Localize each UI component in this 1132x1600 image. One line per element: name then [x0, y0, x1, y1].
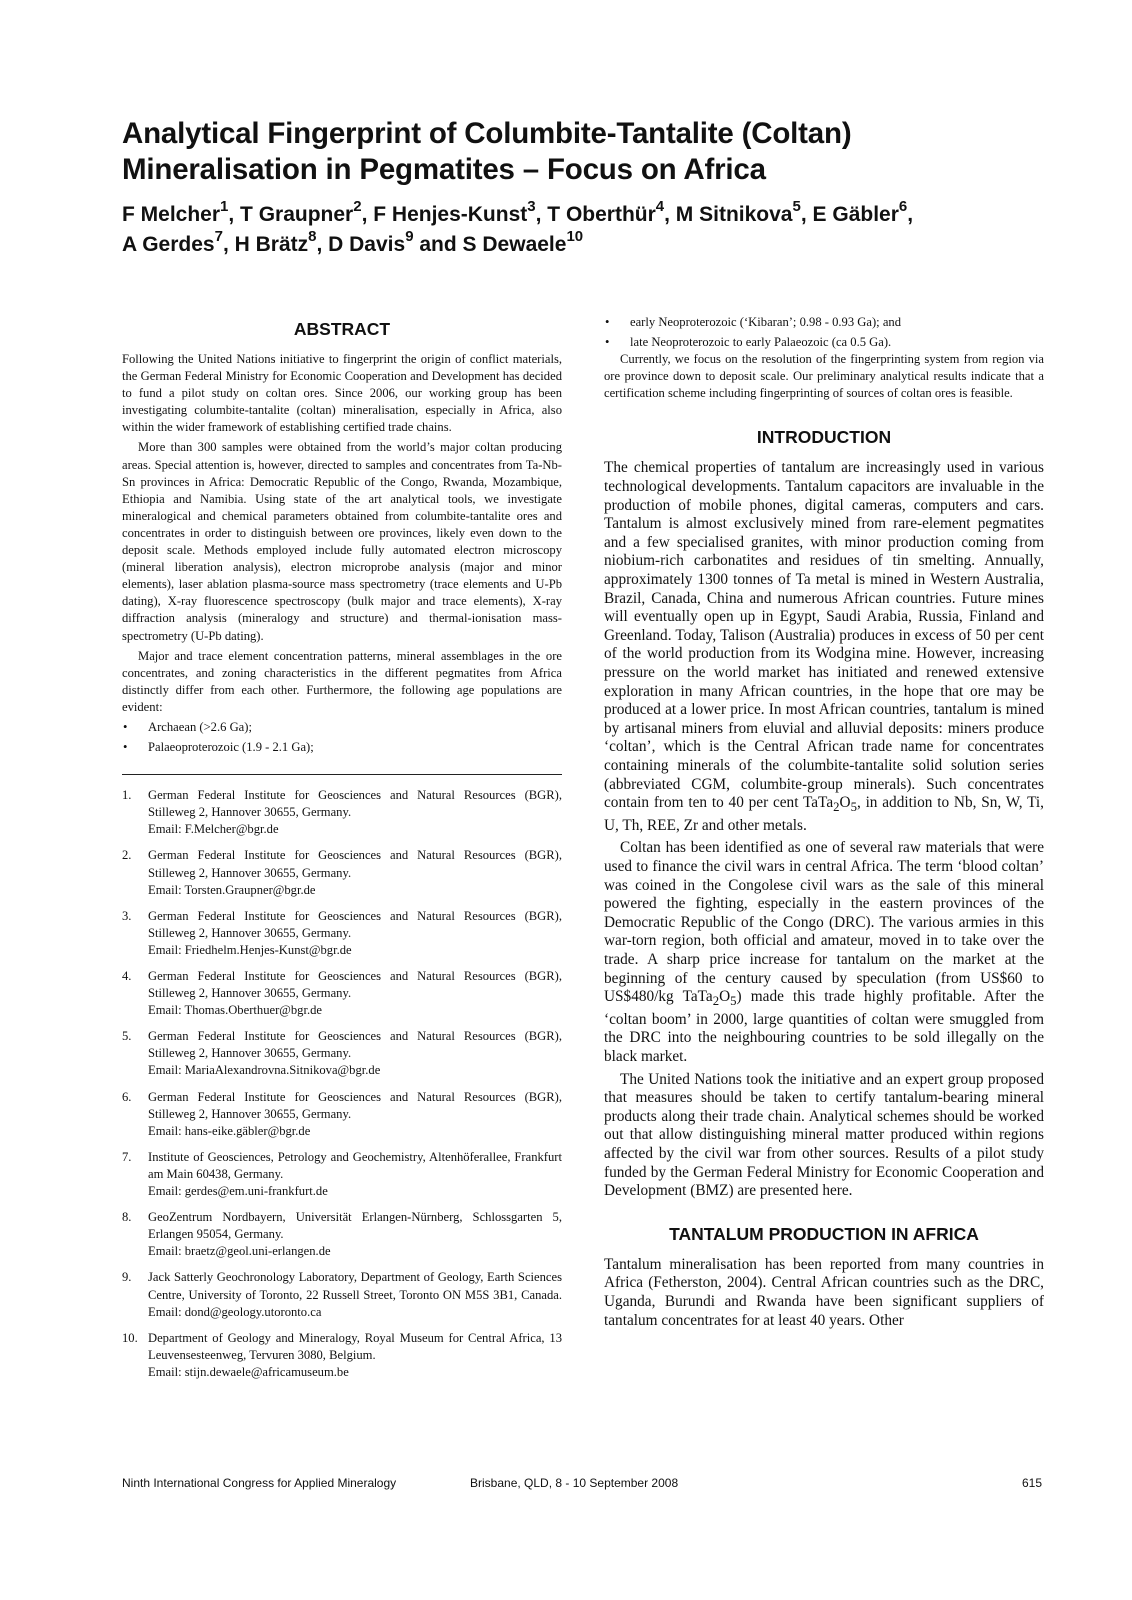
footnote-text: Email: Torsten.Graupner@bgr.de [148, 882, 316, 897]
author-name: T Oberthür [547, 203, 656, 226]
author-name: E Gäbler [812, 203, 899, 226]
affiliation-marker: 10 [566, 228, 584, 245]
author-separator: , [907, 203, 914, 226]
introduction-paragraph-3: The United Nations took the initiative and an expert group proposed that measures should be taken to certify tantalum-bearing mineral products along their trade chain. Analytical schemes should be worked out that allow distinguishing mineral matter produced within regions affected by the civil war from other sources. Results of a pilot study funded by the German Federal Ministry for Economic Cooperation and Development (BMZ) are presented here. [604, 1070, 1044, 1200]
footnote-item [122, 1330, 562, 1381]
formula-subscript: 5 [730, 994, 737, 1009]
introduction-paragraph-2 [604, 839, 1044, 1066]
abstract-paragraph-2: More than 300 samples were obtained from the world’s major coltan producing areas. Special attention is, however, directed to samples and concentrates from Ta-Nb-Sn provinces in Africa: Democratic Republic of the Congo, Rwanda, Mozambique, Ethiopia and Namibia. Using state of the art analytical tools, we investigate mineralogical and chemical parameters obtained from columbite-tantalite ores and concentrates in order to distinguish between ore provinces, likely even down to the deposit scale. Methods employed include fully automated electron microscopy (mineral liberation analysis), electron microprobe analysis (major and minor elements), laser ablation plasma-source mass spectrometry (trace elements and U-Pb dating), X-ray fluorescence spectroscopy (bulk major and trace elements), X-ray diffraction analysis (mineralogy and structure) and thermal-ionisation mass-spectrometry (U-Pb dating). [122, 440, 562, 643]
footer-location-date: Brisbane, QLD, 8 - 10 September 2008 [470, 1476, 679, 1490]
footnote-text: German Federal Institute for Geosciences and Natural Resources (BGR), Stilleweg 2, Hannover 30655, Germany. [148, 1089, 562, 1121]
age-list-item-text: Archaean (>2.6 Ga); [148, 719, 252, 734]
age-list-item [122, 739, 562, 756]
footnote-number: 4. [122, 969, 132, 983]
author-name: F Melcher [122, 203, 221, 226]
footnote-number: 1. [122, 788, 132, 803]
age-list-left [122, 719, 562, 756]
chemical-formula [818, 794, 857, 815]
author-separator: , [361, 203, 374, 226]
formula-element: O [719, 988, 731, 1006]
footnote-text: German Federal Institute for Geosciences and Natural Resources (BGR), Stilleweg 2, Hannover 30655, Germany. [148, 1029, 562, 1061]
age-list-item-text: late Neoproterozoic to early Palaeozoic (ca 0.5 Ga). [630, 335, 892, 350]
age-list-item-text: early Neoproterozoic (‘Kibaran’; 0.98 - 0.93 Ga); and [630, 315, 902, 329]
footnote-item [122, 847, 562, 898]
affiliation-marker: 7 [214, 228, 223, 245]
author-separator: , [664, 203, 676, 226]
abstract-paragraph-1: Following the United Nations initiative to fingerprint the origin of conflict materials, the German Federal Ministry for Economic Cooperation and Development has decided to fund a pilot study on coltan ores. Since 2006, our working group has been investigating columbite-tantalite (coltan) mineralisation, especially in Africa, also within the wider framework of establishing certified trade chains. [122, 352, 562, 435]
author-name: M Sitnikova [675, 203, 793, 226]
formula-subscript: 5 [850, 800, 857, 815]
footnote-text: German Federal Institute for Geosciences and Natural Resources (BGR), Stilleweg 2, Hannover 30655, Germany. [148, 848, 562, 880]
author-name: T Graupner [240, 203, 354, 226]
footnote-item [122, 908, 562, 959]
introduction-paragraph-1 [604, 459, 1044, 835]
footer-conference: Ninth International Congress for Applied Mineralogy [122, 1476, 397, 1490]
affiliation-marker: 9 [405, 228, 414, 245]
footnote-item [122, 1028, 562, 1079]
affiliation-marker: 1 [220, 198, 229, 215]
age-list-item [604, 334, 1044, 351]
affiliation-marker: 3 [527, 198, 536, 215]
footnote-text: Email: hans-eike.gäbler@bgr.de [148, 1123, 311, 1138]
footnote-number: 9. [122, 1270, 132, 1285]
footnote-number: 7. [122, 1149, 132, 1164]
author-name: D Davis [328, 233, 406, 256]
footnote-text: Jack Satterly Geochronology Laboratory, Department of Geology, Earth Sciences Centre, University of Toronto, 22 Russell Street, Toronto ON M5S 3B1, Canada. Email: dond@geology.utoronto.ca [148, 1270, 562, 1319]
intro-p2-text: Coltan has been identified as one of several raw materials that were used to finance the civil wars in central Africa. The term ‘blood coltan’ was coined in the Congolese civil wars as the sale of this mineral powered the fighting, especially in the eastern provinces of the Democratic Republic of the Congo (DRC). The various armies in this war-torn region, both official and amateur, moved in to take over the trade. A sharp price increase for tantalum on the market at the beginning of the century caused by speculation (from US$60 to US$480/kg Ta [604, 839, 1044, 1006]
footnote-text: German Federal Institute for Geosciences and Natural Resources (BGR), Stilleweg 2, Hannover 30655, Germany. [148, 969, 562, 1001]
tantalum-paragraph-1: Tantalum mineralisation has been reported from many countries in Africa (Fetherston, 2004). Central African countries such as the DRC, Uganda, Burundi and Rwanda have been significant suppliers of tantalum concentrates for at least 40 years. Other [604, 1255, 1044, 1329]
footnote-text: Email: F.Melcher@bgr.de [148, 822, 279, 837]
footnote-text: Institute of Geosciences, Petrology and Geochemistry, Altenhöferallee, Frankfurt am Main 60438, Germany. [148, 1149, 562, 1181]
formula-element: Ta [697, 988, 713, 1006]
footnote-item [122, 787, 562, 838]
age-list-item-text: Palaeoproterozoic (1.9 - 2.1 Ga); [148, 740, 314, 755]
author-separator: , [800, 203, 813, 226]
affiliation-marker: 4 [655, 198, 665, 215]
abstract-heading: ABSTRACT [293, 319, 391, 339]
bullet-icon: • [123, 719, 128, 734]
formula-subscript: 2 [712, 994, 720, 1009]
introduction-heading: INTRODUCTION [756, 427, 892, 448]
formula-element: O [839, 794, 851, 812]
affiliation-marker: 6 [898, 198, 908, 215]
author-separator: , [316, 233, 329, 256]
footnote-text: Email: MariaAlexandrovna.Sitnikova@bgr.de [148, 1063, 381, 1078]
affiliation-marker: 2 [353, 198, 362, 215]
footnote-text: Email: Friedhelm.Henjes-Kunst@bgr.de [148, 942, 352, 957]
abstract-paragraph-4: Currently, we focus on the resolution of the fingerprinting system from region via ore province down to deposit scale. Our preliminary analytical results indicate that a certification scheme including fingerprinting of sources of coltan ores is feasible. [604, 352, 1044, 401]
footnote-item [122, 1269, 562, 1320]
author-list [122, 200, 1042, 260]
footnote-divider [122, 774, 562, 775]
formula-subscript: 2 [833, 800, 840, 815]
author-separator: and [413, 233, 463, 256]
age-list-right [604, 314, 1044, 351]
footnote-text: Email: gerdes@em.uni-frankfurt.de [148, 1184, 328, 1199]
footnote-number: 10. [122, 1330, 138, 1345]
footnote-text: GeoZentrum Nordbayern, Universität Erlangen-Nürnberg, Schlossgarten 5, Erlangen 95054, Germany. [148, 1210, 562, 1242]
affiliation-footnotes [122, 787, 562, 1381]
footnote-text: Department of Geology and Mineralogy, Royal Museum for Central Africa, 13 Leuvensesteenweg, Tervuren 3080, Belgium. [148, 1330, 562, 1362]
footnote-number: 2. [122, 848, 132, 863]
affiliation-marker: 8 [308, 228, 317, 245]
author-name: S Dewaele [462, 233, 567, 256]
author-separator: , [535, 203, 548, 226]
footnote-text: German Federal Institute for Geosciences and Natural Resources (BGR), Stilleweg 2, Hannover 30655, Germany. [148, 788, 562, 820]
age-list-item [604, 314, 1044, 331]
bullet-icon: • [605, 335, 610, 350]
paper-title: Analytical Fingerprint of Columbite-Tantalite (Coltan) Mineralisation in Pegmatites – Focus on Africa [122, 117, 852, 186]
footnote-item [122, 1209, 562, 1260]
chemical-formula [697, 988, 737, 1009]
footnote-text: German Federal Institute for Geosciences and Natural Resources (BGR), Stilleweg 2, Hannover 30655, Germany. [148, 908, 562, 940]
author-name: A Gerdes [122, 233, 215, 256]
footnote-item [122, 1089, 562, 1140]
footnote-number: 8. [122, 1210, 132, 1225]
right-column [604, 315, 1044, 1334]
footnote-number: 5. [122, 1029, 132, 1044]
formula-element: Ta [818, 794, 834, 812]
intro-p1-text-end: , in addition to Nb, Sn, W, Ti, U, Th, REE, Zr and other metals. [604, 794, 1044, 834]
age-list-item [122, 719, 562, 736]
page-number: 615 [1021, 1476, 1042, 1490]
intro-p2-text-end: ) made this trade highly profitable. After the ‘coltan boom’ in 2000, large quantities of coltan were smuggled from the DRC into the neighbouring countries to be sold illegally on the black market. [604, 988, 1044, 1065]
author-name: H Brätz [234, 233, 309, 256]
author-separator: , [222, 233, 235, 256]
affiliation-marker: 5 [792, 198, 801, 215]
bullet-icon: • [123, 740, 128, 755]
footnote-text: Email: stijn.dewaele@africamuseum.be [148, 1364, 349, 1379]
intro-p1-text: The chemical properties of tantalum are increasingly used in various technological developments. Tantalum capacitors are invaluable in the production of mobile phones, digital cameras, computers and cars. Tantalum is almost exclusively mined from rare-element pegmatites and a few specialised granites, with minor production coming from niobium-rich carbonatites and residues of tin smelting. Annually, approximately 1300 tonnes of Ta metal is mined in Western Australia, Brazil, Canada, China and numerous African countries. Future mines will eventually open up in Egypt, Saudi Arabia, Russia, Finland and Greenland. Today, Talison (Australia) produces in excess of 50 per cent of the world production from its Wodgina mine. However, increasing pressure on the world market has initiated and renewed extensive exploration in many African countries, in the hope that ore may be produced at a lower price. In most African countries, tantalum is mined by artisanal miners from eluvial and alluvial deposits: miners produce ‘coltan’, which is the Central African trade name for concentrates containing minerals of the columbite-tantalite solid solution series (abbreviated CGM, columbite-group minerals). Such concentrates contain from ten to 40 per cent Ta [604, 459, 1044, 812]
footnote-number: 6. [122, 1089, 132, 1104]
footnote-text: Email: braetz@geol.uni-erlangen.de [148, 1244, 331, 1259]
tantalum-production-heading: TANTALUM PRODUCTION IN AFRICA [669, 1223, 979, 1244]
abstract-paragraph-3: Major and trace element concentration patterns, mineral assemblages in the ore concentrates, and zoning characteristics in the different pegmatites from Africa distinctly differ from each other. Furthermore, the following age populations are evident: [122, 648, 562, 714]
author-separator: , [228, 203, 241, 226]
bullet-icon: • [605, 315, 610, 329]
left-column [122, 318, 562, 1390]
author-name: F Henjes-Kunst [373, 203, 528, 226]
footnote-item [122, 968, 562, 1019]
footnote-number: 3. [122, 908, 132, 923]
footnote-text: Email: Thomas.Oberthuer@bgr.de [148, 1003, 322, 1018]
footnote-item [122, 1149, 562, 1200]
